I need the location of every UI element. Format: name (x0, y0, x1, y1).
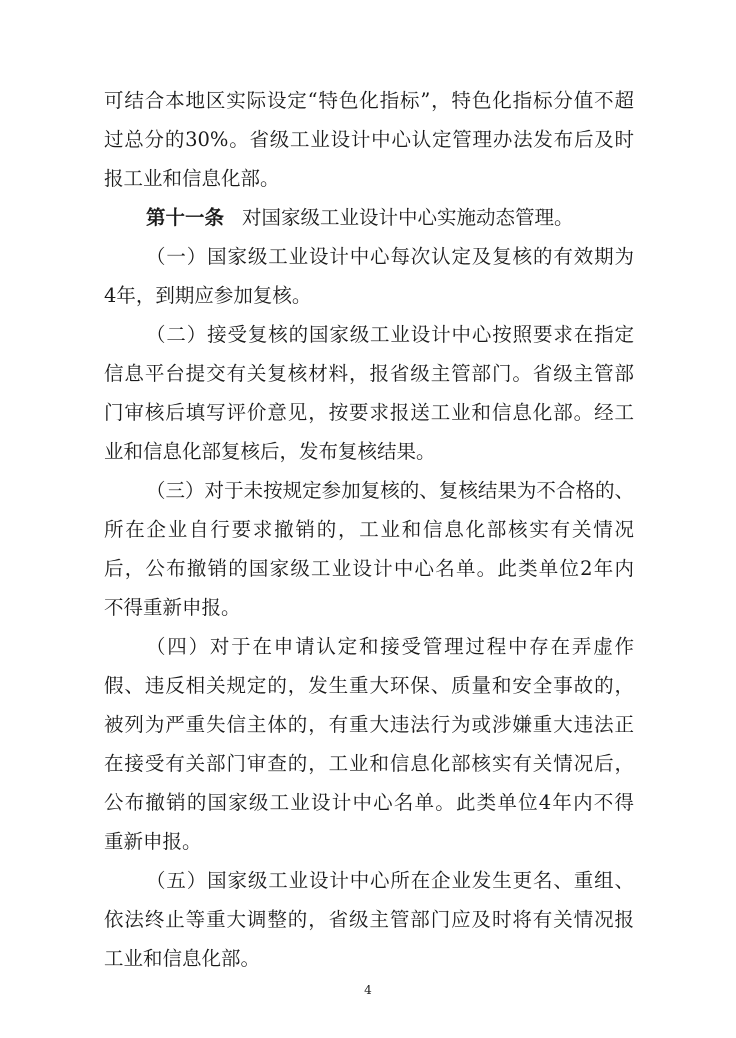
article-text: 对国家级工业设计中心实施动态管理。 (242, 206, 574, 229)
article-heading-line (146, 205, 634, 231)
text-line: （五）国家级工业设计中心所在企业发生更名、重组、 (146, 869, 634, 892)
page-number: 4 (364, 983, 372, 997)
text-line: 被列为严重失信主体的，有重大违法行为或涉嫌重大违法正 (104, 713, 634, 736)
text-line: 重新申报。 (104, 830, 202, 853)
text-line: 依法终止等重大调整的，省级主管部门应及时将有关情况报 (104, 908, 634, 931)
text-line: 业和信息化部复核后，发布复核结果。 (104, 440, 436, 463)
text-line: 所在企业自行要求撤销的，工业和信息化部核实有关情况 (104, 518, 634, 541)
text-line: 公布撤销的国家级工业设计中心名单。此类单位4年内不得 (104, 791, 634, 814)
text-line: 在接受有关部门审查的，工业和信息化部核实有关情况后， (104, 752, 634, 775)
text-line: （四）对于在申请认定和接受管理过程中存在弄虚作 (146, 635, 634, 658)
text-line: （二）接受复核的国家级工业设计中心按照要求在指定 (146, 323, 634, 346)
text-line: 可结合本地区实际设定“特色化指标”，特色化指标分值不超 (104, 89, 634, 112)
text-line: 假、违反相关规定的，发生重大环保、质量和安全事故的， (104, 674, 634, 697)
text-line: 信息平台提交有关复核材料，报省级主管部门。省级主管部 (104, 362, 634, 385)
text-line: 4年，到期应参加复核。 (104, 284, 312, 307)
text-line: 报工业和信息化部。 (104, 167, 280, 190)
text-line: 门审核后填写评价意见，按要求报送工业和信息化部。经工 (104, 401, 634, 424)
text-line: 工业和信息化部。 (104, 947, 261, 970)
text-line: 过总分的30%。省级工业设计中心认定管理办法发布后及时 (104, 128, 634, 151)
text-line: 不得重新申报。 (104, 596, 241, 619)
article-label: 第十一条 (146, 206, 225, 229)
text-line: 后，公布撤销的国家级工业设计中心名单。此类单位2年内 (104, 557, 634, 580)
text-line: （三）对于未按规定参加复核的、复核结果为不合格的、 (146, 479, 634, 502)
text-line: （一）国家级工业设计中心每次认定及复核的有效期为 (146, 245, 634, 268)
